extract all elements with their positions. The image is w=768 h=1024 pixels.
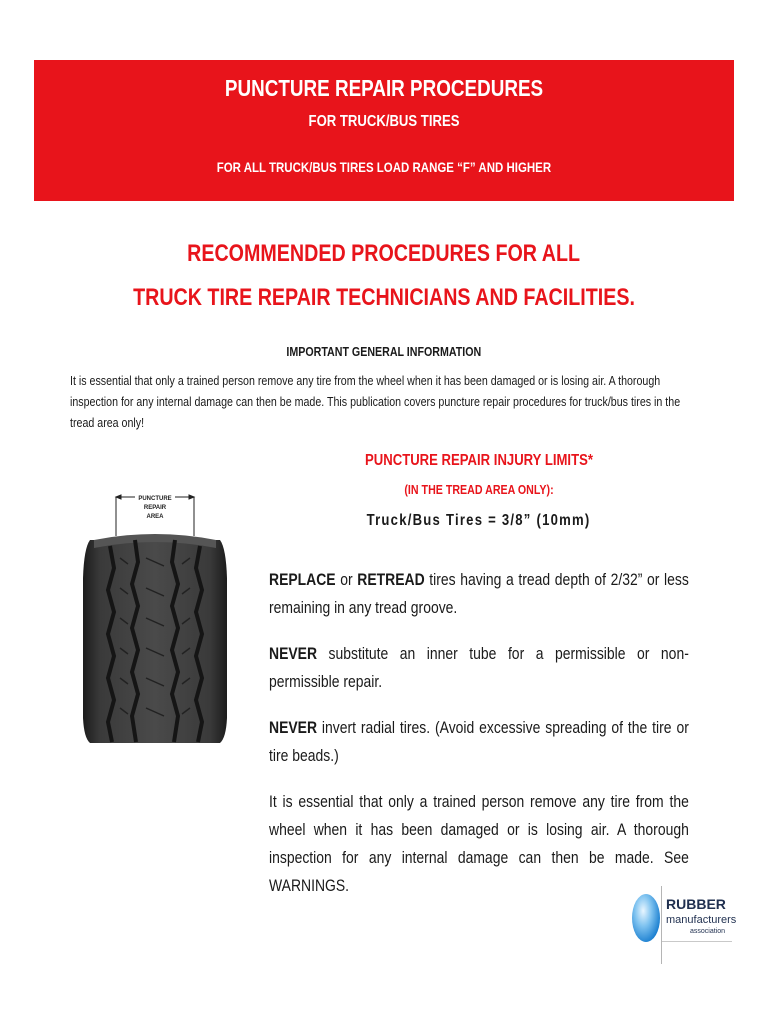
rule-3-lead: NEVER	[269, 718, 318, 737]
logo-line-1: RUBBER	[666, 896, 726, 912]
logo-line-2: manufacturers	[666, 914, 737, 926]
rma-logo	[628, 886, 738, 966]
limits-spec: Truck/Bus Tires = 3/8” (10mm)	[367, 512, 591, 529]
tire-label-line-2: REPAIR	[143, 505, 167, 511]
tire-label-line-1: PUNCTURE	[138, 496, 172, 502]
rule-2-text: substitute an inner tube for a permissible or non-permissible repair.	[269, 644, 689, 691]
closing-paragraph	[269, 788, 689, 900]
info-paragraph	[70, 370, 692, 433]
rule-replace: REPLACE or RETREAD tires having a tread depth of 2/32” or less remaining in any tread groove.	[269, 570, 689, 617]
rule-invert	[269, 714, 689, 770]
rule-inner-tube	[269, 640, 689, 696]
banner-title: PUNCTURE REPAIR PROCEDURES	[224, 75, 544, 101]
rule-1-text: tires having a tread depth of 2/32” or less remaining in any tread groove.	[269, 570, 689, 617]
tire-tread-diagram	[80, 488, 230, 744]
header-banner	[34, 60, 734, 201]
banner-subtitle: FOR TRUCK/BUS TIRES	[308, 113, 460, 130]
rule-2-lead: NEVER	[269, 644, 318, 663]
info-body: It is essential that only a trained person remove any tire from the wheel when it has been damaged or is losing air. A thorough inspection for any internal damage can then be made. This publication covers puncture repair procedures for truck/bus tires in the tread area only!	[70, 373, 681, 430]
closing-text: It is essential that only a trained person remove any tire from the wheel when it has been damaged or is losing air. A thorough inspection for any internal damage can then be made. See WARNINGS.	[269, 792, 689, 895]
globe-icon	[632, 894, 660, 942]
limits-title: PUNCTURE REPAIR INJURY LIMITS*	[365, 452, 593, 469]
tire-label-line-3: AREA	[146, 514, 164, 520]
rule-1-lead-2: RETREAD	[357, 570, 425, 589]
rule-1-lead: REPLACE	[269, 570, 336, 589]
banner-scope: FOR ALL TRUCK/BUS TIRES LOAD RANGE “F” AND HIGHER	[216, 159, 552, 175]
logo-line-3: association	[690, 928, 726, 935]
rule-3-text: invert radial tires. (Avoid excessive spreading of the tire or tire beads.)	[269, 718, 689, 765]
info-heading: IMPORTANT GENERAL INFORMATION	[286, 344, 482, 359]
limits-subtitle: (IN THE TREAD AREA ONLY):	[404, 482, 554, 497]
recommended-line-2: TRUCK TIRE REPAIR TECHNICIANS AND FACILITIES.	[133, 284, 635, 311]
recommended-line-1: RECOMMENDED PROCEDURES FOR ALL	[187, 240, 581, 267]
